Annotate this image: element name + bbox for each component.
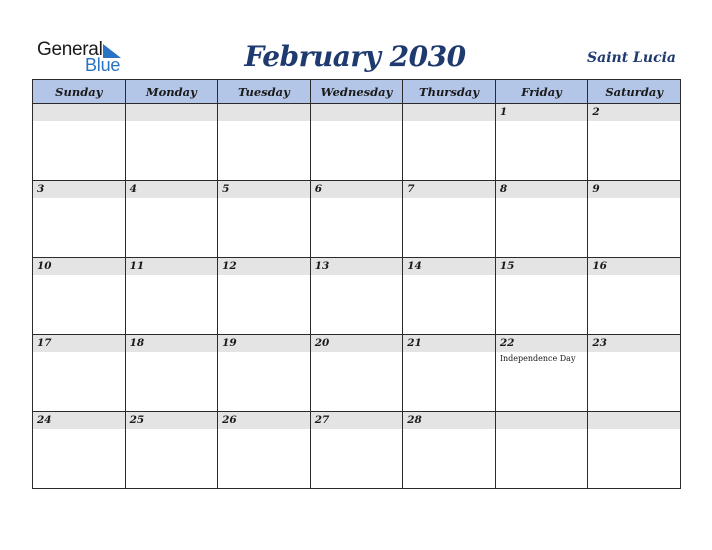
- day-number: 21: [407, 337, 422, 349]
- day-number-bar: [311, 258, 403, 275]
- day-number: 26: [222, 414, 237, 426]
- day-cell: [310, 258, 403, 335]
- week-row: [33, 412, 681, 489]
- calendar-grid: [32, 79, 681, 489]
- day-number-bar: [403, 181, 495, 198]
- day-number-bar: [311, 104, 403, 121]
- day-number-bar: [218, 258, 310, 275]
- week-row: [33, 104, 681, 181]
- day-cell: [403, 258, 496, 335]
- day-cell: [33, 335, 126, 412]
- day-number: 6: [314, 183, 322, 195]
- day-cell: [310, 104, 403, 181]
- day-number: 27: [314, 414, 330, 426]
- weekday-header-monday: Monday: [125, 80, 218, 104]
- day-number-bar: [588, 412, 680, 429]
- day-cell: [495, 335, 588, 412]
- logo-text-blue: Blue: [85, 55, 121, 75]
- day-number: 10: [37, 260, 52, 272]
- day-number-bar: [403, 335, 495, 352]
- day-number-bar: [588, 258, 680, 275]
- day-number: 17: [37, 337, 52, 349]
- day-number: 20: [314, 337, 330, 349]
- day-number: 18: [129, 337, 145, 349]
- day-number-bar: [218, 335, 310, 352]
- day-cell: [588, 335, 681, 412]
- day-number-bar: [403, 412, 495, 429]
- weekday-header-row: [33, 80, 681, 104]
- day-cell: [218, 181, 311, 258]
- day-cell: [403, 181, 496, 258]
- day-number: 22: [499, 337, 515, 349]
- weekday-header-friday: Friday: [495, 80, 588, 104]
- day-cell: [403, 104, 496, 181]
- day-cell: [588, 181, 681, 258]
- day-number-bar: [33, 258, 125, 275]
- day-number-bar: [311, 412, 403, 429]
- day-number-bar: [126, 412, 218, 429]
- day-number: 4: [129, 183, 137, 195]
- day-number: 3: [37, 183, 45, 195]
- day-number: 14: [407, 260, 422, 272]
- day-cell: [218, 335, 311, 412]
- calendar-title-text: February 2030: [244, 40, 466, 73]
- day-number: 15: [499, 260, 515, 272]
- weekday-header-saturday: Saturday: [588, 80, 681, 104]
- day-number-bar: [311, 181, 403, 198]
- day-number: 1: [499, 106, 508, 118]
- calendar-body: [33, 104, 681, 489]
- country-name: Saint Lucia: [587, 50, 676, 66]
- day-cell: [125, 412, 218, 489]
- day-number-bar: [588, 104, 680, 121]
- logo-text-general: General: [37, 39, 103, 60]
- day-number: 24: [37, 414, 52, 426]
- week-row: [33, 335, 681, 412]
- day-number-bar: [496, 258, 588, 275]
- day-cell: [218, 258, 311, 335]
- day-cell: [588, 412, 681, 489]
- day-number: 9: [592, 183, 600, 195]
- day-number: 2: [592, 106, 600, 118]
- weekday-header-tuesday: Tuesday: [218, 80, 311, 104]
- day-number-bar: [218, 412, 310, 429]
- day-number: 11: [129, 260, 145, 272]
- day-number-bar: [33, 412, 125, 429]
- day-number: 28: [407, 414, 422, 426]
- day-number-bar: [33, 181, 125, 198]
- day-number-bar: [33, 104, 125, 121]
- day-cell: [403, 412, 496, 489]
- day-number-bar: [218, 104, 310, 121]
- day-cell: [310, 181, 403, 258]
- day-cell: [125, 258, 218, 335]
- holiday-label: Independence Day: [499, 354, 576, 363]
- day-cell: [495, 181, 588, 258]
- day-number-bar: [588, 335, 680, 352]
- day-cell: [403, 335, 496, 412]
- day-number-bar: [218, 181, 310, 198]
- weekday-header-thursday: Thursday: [403, 80, 496, 104]
- day-cell: [495, 412, 588, 489]
- day-number-bar: [126, 181, 218, 198]
- day-cell: [33, 104, 126, 181]
- day-cell: [495, 104, 588, 181]
- day-number-bar: [126, 335, 218, 352]
- day-number-bar: [126, 104, 218, 121]
- weekday-header-sunday: Sunday: [33, 80, 126, 104]
- day-cell: [588, 104, 681, 181]
- day-cell: [33, 412, 126, 489]
- day-cell: [33, 258, 126, 335]
- day-cell: [125, 335, 218, 412]
- day-number-bar: [496, 181, 588, 198]
- day-cell: [125, 181, 218, 258]
- day-number: 13: [314, 260, 330, 272]
- day-number: 23: [592, 337, 607, 349]
- day-number: 5: [222, 183, 230, 195]
- day-number: 16: [592, 260, 607, 272]
- day-number-bar: [496, 412, 588, 429]
- weekday-header-wednesday: Wednesday: [310, 80, 403, 104]
- day-number-bar: [126, 258, 218, 275]
- day-cell: [588, 258, 681, 335]
- day-number: 7: [407, 183, 415, 195]
- day-cell: [495, 258, 588, 335]
- day-number: 12: [222, 260, 237, 272]
- day-number: 8: [499, 183, 508, 195]
- day-cell: [310, 335, 403, 412]
- day-number-bar: [403, 258, 495, 275]
- day-number: 25: [129, 414, 145, 426]
- day-number-bar: [588, 181, 680, 198]
- day-number: 19: [222, 337, 237, 349]
- day-number-bar: [403, 104, 495, 121]
- day-number-bar: [496, 104, 588, 121]
- week-row: [33, 181, 681, 258]
- day-cell: [33, 181, 126, 258]
- day-cell: [125, 104, 218, 181]
- day-cell: [218, 412, 311, 489]
- week-row: [33, 258, 681, 335]
- day-number-bar: [33, 335, 125, 352]
- day-number-bar: [496, 335, 588, 352]
- day-cell: [310, 412, 403, 489]
- day-number-bar: [311, 335, 403, 352]
- day-cell: [218, 104, 311, 181]
